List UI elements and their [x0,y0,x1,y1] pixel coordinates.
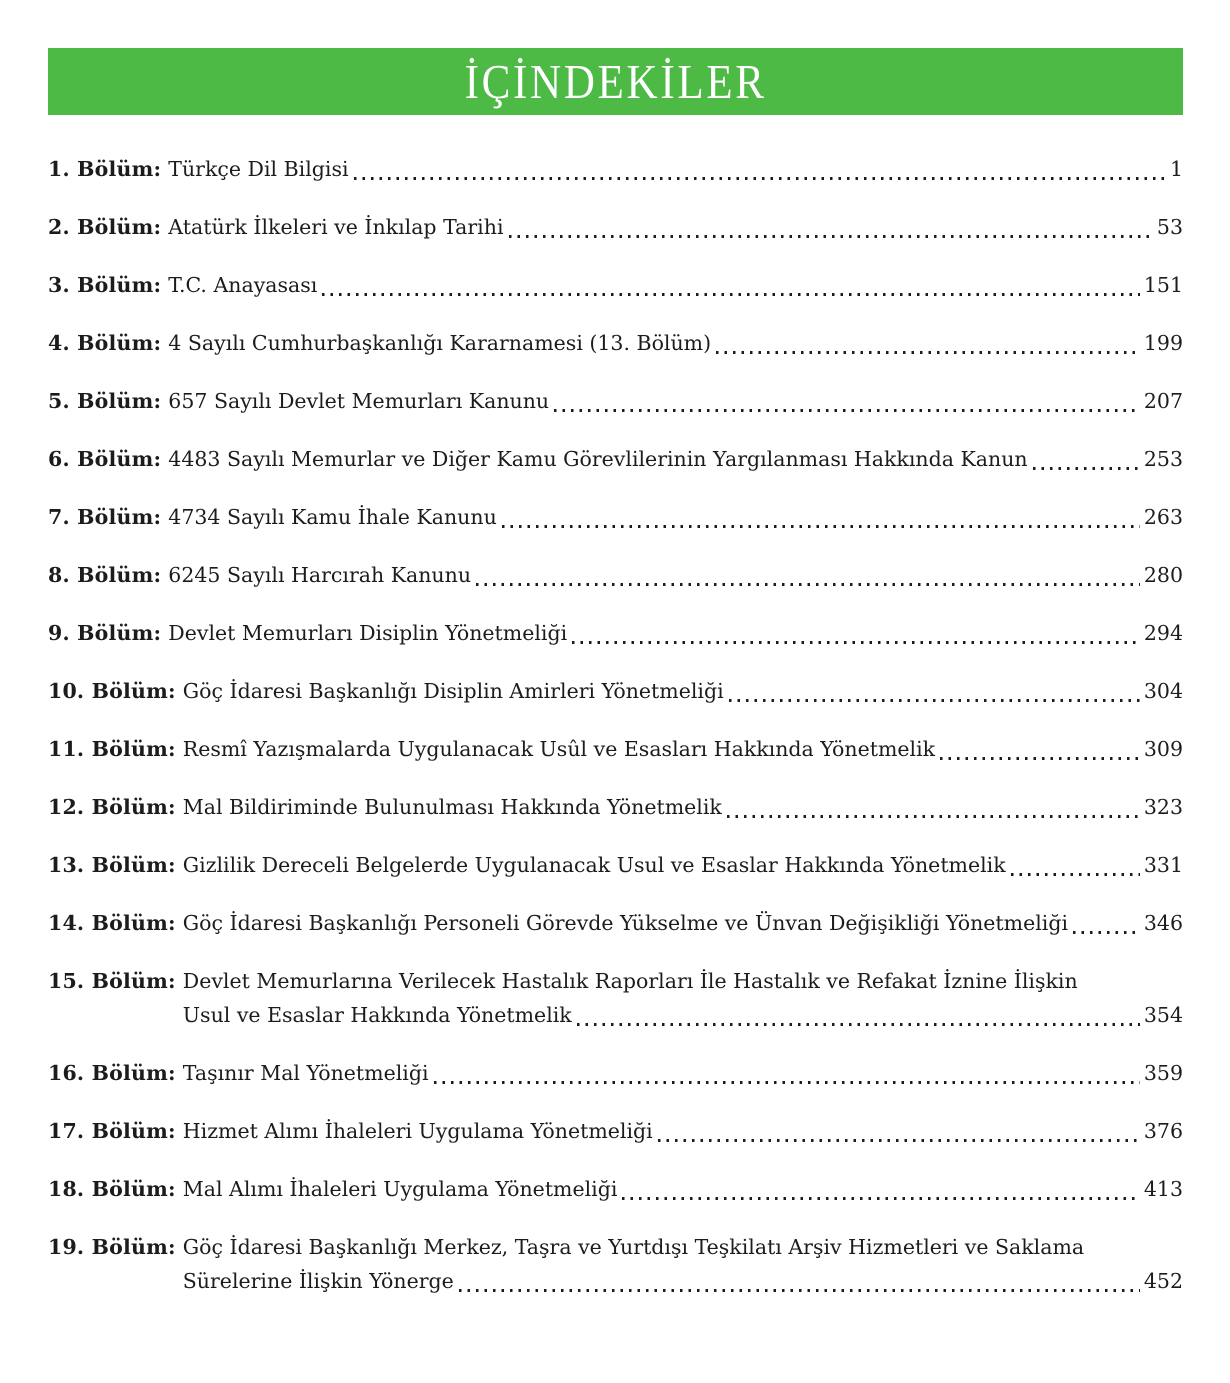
dotted-leader [622,1197,1139,1200]
toc-entry-line [183,1172,1183,1206]
toc-entry-line [183,1056,1183,1090]
toc-entry-page-number: 280 [1143,563,1183,587]
dotted-leader [354,177,1166,180]
toc-entry-line [183,964,1183,998]
toc-entry-title: Göç İdaresi Başkanlığı Merkez, Taşra ve Yurtdışı Teşkilatı Arşiv Hizmetleri ve Saklama [182,1235,1085,1259]
toc-entry-page-number: 1 [1169,157,1183,181]
toc-entry [48,964,1183,1032]
toc-entry-page-number: 53 [1156,215,1183,239]
dotted-leader [459,1289,1140,1292]
toc-entry-title: Göç İdaresi Başkanlığı Disiplin Amirleri Yönetmeliği [182,679,724,703]
toc-entry-label: 16. Bölüm: [48,1061,176,1085]
toc-entry-title: Mal Alımı İhaleleri Uygulama Yönetmeliği [182,1177,618,1201]
toc-entry [48,848,1183,882]
toc-entry-line [183,674,1183,708]
toc-entry-line [168,268,1183,302]
toc-entry-label: 4. Bölüm: [48,331,162,355]
toc-entry-page-number: 323 [1143,795,1183,819]
toc-entry-line [183,1230,1183,1264]
toc-entry-label: 9. Bölüm: [48,621,162,645]
toc-entry-title: 4 Sayılı Cumhurbaşkanlığı Kararnamesi (13. Bölüm) [168,331,712,355]
toc-entry-page-number: 151 [1143,273,1183,297]
toc-entry [48,732,1183,766]
toc-entry-line [183,1264,1183,1298]
toc-entry-page-number: 207 [1143,389,1183,413]
toc-entry [48,790,1183,824]
dotted-leader [572,641,1140,644]
toc-entry-label: 13. Bölüm: [48,853,176,877]
toc-entry-page-number: 331 [1143,853,1183,877]
toc-entry-page-number: 452 [1143,1269,1183,1293]
toc-entry-line [168,384,1183,418]
dotted-leader [729,699,1140,702]
toc-entry-line [183,732,1183,766]
toc-entry [48,674,1183,708]
dotted-leader [434,1081,1140,1084]
toc-entry-content [183,790,1183,824]
toc-entry [48,152,1183,186]
toc-entry-page-number: 309 [1143,737,1183,761]
toc-entry-content [183,732,1183,766]
toc-entry [48,326,1183,360]
toc-entry-line [168,442,1183,476]
toc-entry-title: 4734 Sayılı Kamu İhale Kanunu [168,505,497,529]
toc-entry-title: Usul ve Esaslar Hakkında Yönetmelik [182,1003,572,1027]
toc-entry-page-number: 354 [1143,1003,1183,1027]
toc-entry-label: 12. Bölüm: [48,795,176,819]
toc-entry [48,268,1183,302]
toc-entry-content [168,268,1183,302]
toc-entry-line [168,500,1183,534]
toc-entry-label: 17. Bölüm: [48,1119,176,1143]
toc-entry-line [168,326,1183,360]
toc-entry [48,1056,1183,1090]
toc-entry-content [183,1114,1183,1148]
toc-entry-title: Resmî Yazışmalarda Uygulanacak Usûl ve Esasları Hakkında Yönetmelik [182,737,936,761]
toc-entry-content [183,906,1183,940]
toc-entry-title: Göç İdaresi Başkanlığı Personeli Görevde Yükselme ve Ünvan Değişikliği Yönetmeliği [182,911,1069,935]
dotted-leader [322,293,1140,296]
toc-entry-title: Sürelerine İlişkin Yönerge [182,1269,454,1293]
dotted-leader [727,815,1140,818]
toc-entry-label: 15. Bölüm: [48,969,176,993]
toc-entry-content [183,848,1183,882]
dotted-leader [554,409,1140,412]
toc-entry-content [183,964,1183,1032]
dotted-leader [1011,873,1140,876]
dotted-leader [502,525,1140,528]
toc-entry-page-number: 346 [1143,911,1183,935]
toc-entry-line [183,998,1183,1032]
toc-entry-page-number: 376 [1143,1119,1183,1143]
toc-entry-line [183,790,1183,824]
toc-entry-page-number: 413 [1143,1177,1183,1201]
toc-entry-title: Türkçe Dil Bilgisi [168,157,349,181]
toc-entry-content [183,1230,1183,1298]
toc-entry [48,1114,1183,1148]
toc-entry-content [168,384,1183,418]
toc-entry-line [168,152,1183,186]
toc-entry-title: 657 Sayılı Devlet Memurları Kanunu [168,389,550,413]
toc-entry-label: 8. Bölüm: [48,563,162,587]
toc-entry-label: 10. Bölüm: [48,679,176,703]
toc-entry-page-number: 294 [1143,621,1183,645]
toc-entry-title: Devlet Memurları Disiplin Yönetmeliği [168,621,568,645]
toc-entry [48,616,1183,650]
toc-entry-label: 18. Bölüm: [48,1177,176,1201]
dotted-leader [716,351,1140,354]
toc-entry [48,500,1183,534]
toc-entry-label: 19. Bölüm: [48,1235,176,1259]
dotted-leader [1073,931,1140,934]
toc-entry-title: Hizmet Alımı İhaleleri Uygulama Yönetmeliği [182,1119,653,1143]
toc-entry-title: 4483 Sayılı Memurlar ve Diğer Kamu Görevlilerinin Yargılanması Hakkında Kanun [168,447,1028,471]
toc-entry [48,1172,1183,1206]
toc-entry-page-number: 304 [1143,679,1183,703]
toc-entry-content [168,500,1183,534]
toc-entry-page-number: 199 [1143,331,1183,355]
toc-entry-content [168,558,1183,592]
page-title: İÇİNDEKİLER [464,54,767,109]
toc-entry-line [168,210,1183,244]
toc-list [48,152,1183,1298]
toc-entry-title: Devlet Memurlarına Verilecek Hastalık Raporları İle Hastalık ve Refakat İznine İlişkin [182,969,1078,993]
toc-entry-content [168,326,1183,360]
toc-entry-label: 1. Bölüm: [48,157,162,181]
toc-entry-page-number: 359 [1143,1061,1183,1085]
toc-entry-content [183,1172,1183,1206]
toc-entry-content [168,616,1183,650]
toc-entry-line [183,906,1183,940]
toc-entry-content [183,674,1183,708]
toc-entry-content [168,210,1183,244]
toc-entry-title: Atatürk İlkeleri ve İnkılap Tarihi [168,215,504,239]
dotted-leader [1033,467,1140,470]
dotted-leader [577,1023,1140,1026]
toc-entry [48,442,1183,476]
toc-entry-title: 6245 Sayılı Harcırah Kanunu [168,563,472,587]
toc-entry-content [168,442,1183,476]
toc-entry-content [168,152,1183,186]
toc-entry-title: Taşınır Mal Yönetmeliği [182,1061,429,1085]
dotted-leader [509,235,1153,238]
toc-entry-label: 11. Bölüm: [48,737,176,761]
toc-entry-label: 14. Bölüm: [48,911,176,935]
dotted-leader [658,1139,1140,1142]
dotted-leader [940,757,1140,760]
toc-entry-page-number: 263 [1143,505,1183,529]
toc-entry-label: 3. Bölüm: [48,273,162,297]
toc-entry-label: 2. Bölüm: [48,215,162,239]
dotted-leader [476,583,1140,586]
contents-header [48,48,1183,115]
toc-entry-line [168,558,1183,592]
toc-entry-title: Mal Bildiriminde Bulunulması Hakkında Yönetmelik [182,795,722,819]
toc-entry-content [183,1056,1183,1090]
toc-entry-page-number: 253 [1143,447,1183,471]
toc-entry [48,558,1183,592]
toc-entry [48,906,1183,940]
toc-entry-title: T.C. Anayasası [168,273,318,297]
toc-entry-line [168,616,1183,650]
toc-entry [48,1230,1183,1298]
toc-entry-label: 6. Bölüm: [48,447,162,471]
toc-entry-line [183,848,1183,882]
toc-entry [48,210,1183,244]
toc-entry-title: Gizlilik Dereceli Belgelerde Uygulanacak Usul ve Esaslar Hakkında Yönetmelik [182,853,1006,877]
toc-entry-label: 5. Bölüm: [48,389,162,413]
toc-entry-label: 7. Bölüm: [48,505,162,529]
toc-entry-line [183,1114,1183,1148]
toc-entry [48,384,1183,418]
